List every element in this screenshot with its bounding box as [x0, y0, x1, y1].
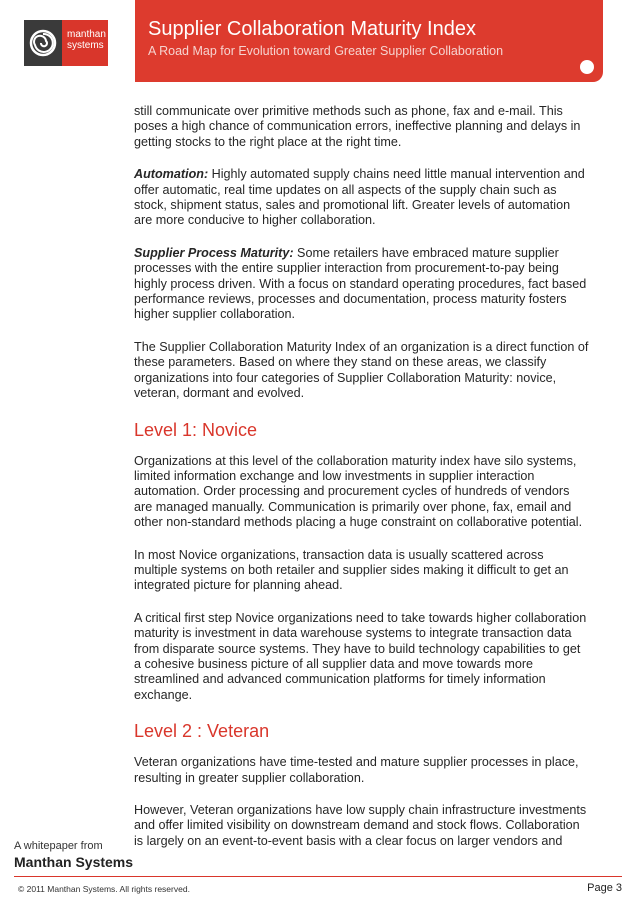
swirl-icon	[24, 20, 62, 66]
level-1-heading: Level 1: Novice	[134, 419, 258, 440]
level-1-paragraph-3: A critical first step Novice organizations need to take towards higher collaboration maturity is investment in data warehouse systems to integrate transaction data from disparate source systems. They have to build technology capabilities to get a cohesive business picture of all supplier data and move towards more streamlined and advanced communication platforms for timely information exchange.	[134, 610, 587, 702]
footer-company: Manthan Systems	[14, 854, 134, 870]
intro-paragraph: still communicate over primitive methods such as phone, fax and e-mail. This poses a high chance of communication errors, ineffective planning and delays in getting stocks to the right place at the right time.	[134, 104, 581, 149]
automation-lead: Automation:	[134, 167, 209, 182]
process-maturity-paragraph	[134, 246, 590, 323]
level-2-paragraph-1: Veteran organizations have time-tested and mature supplier processes in place, resulting in greater supplier collaboration.	[134, 755, 579, 785]
logo-line-2: systems	[67, 40, 104, 51]
automation-text: Highly automated supply chains need little manual intervention and offer automatic, real time updates on all aspects of the supply chain such as stock, shipment status, sales and promotional lift. Greater levels of automation are more conducive to higher collaboration.	[134, 167, 585, 228]
process-maturity-text: Some retailers have embraced mature supplier processes with the entire supplier interaction from procurement-to-pay being highly process driven. With a focus on standard operating procedures, fact based performance reviews, processes and documentation, process maturity fosters higher supplier collaboration.	[134, 245, 587, 322]
logo-line-1: manthan	[67, 29, 106, 40]
level-1-paragraph-1: Organizations at this level of the collaboration maturity index have silo systems, limited information exchange and low investments in supplier interaction automation. Order processing and procurement cycles of hundreds of vendors are managed manually. Communication is primarily over phone, fax, email and other non-standard methods placing a huge constraint on collaborative potential.	[134, 453, 583, 530]
logo-wordmark	[62, 20, 108, 66]
automation-paragraph	[134, 167, 590, 229]
footer-copyright: © 2011 Manthan Systems. All rights reserved.	[18, 884, 190, 894]
level-1-paragraph-2: In most Novice organizations, transaction data is usually scattered across multiple systems on both retailer and supplier sides making it difficult to get an integrated picture for planning ahead.	[134, 547, 569, 593]
index-paragraph: The Supplier Collaboration Maturity Index of an organization is a direct function of these parameters. Based on where they stand on these areas, we classify organizations into four categories of Supplier Collaboration Maturity: novice, veteran, dormant and evolved.	[134, 339, 589, 401]
manthan-logo	[24, 20, 108, 66]
document-title: Supplier Collaboration Maturity Index	[148, 18, 476, 40]
main-content	[134, 104, 590, 866]
header-band	[135, 0, 603, 82]
level-2-heading: Level 2 : Veteran	[134, 721, 270, 742]
footer-from: A whitepaper from	[14, 840, 103, 852]
document-subtitle: A Road Map for Evolution toward Greater Supplier Collaboration	[148, 44, 504, 58]
footer-divider	[14, 876, 622, 877]
decorative-dot	[580, 60, 594, 74]
page-number: Page 3	[587, 882, 622, 894]
process-maturity-lead: Supplier Process Maturity:	[134, 245, 294, 260]
level-2-paragraph-2: However, Veteran organizations have low supply chain infrastructure investments and offer limited visibility on downstream demand and stock flows. Collaboration is largely on an event-to-event basis with a clear focus on larger vendors and	[134, 803, 587, 848]
